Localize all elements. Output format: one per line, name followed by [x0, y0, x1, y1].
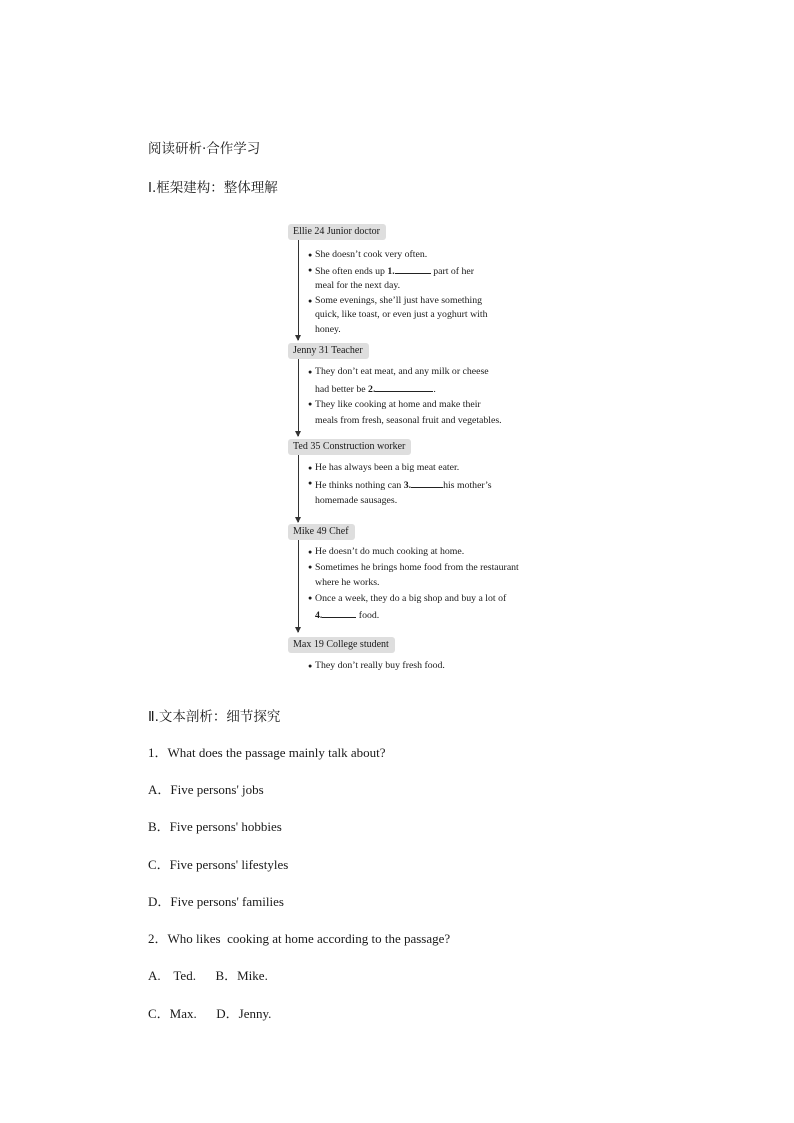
detail-line: ● Sometimes he brings home food from the restaurant	[308, 560, 519, 576]
detail-line: quick, like toast, or even just a yoghurt with	[315, 309, 488, 321]
page-heading: 阅读研析·合作学习	[148, 141, 261, 157]
detail-line: ● They don’t really buy fresh food.	[308, 659, 445, 674]
person-label-mike: Mike 49 Chef	[288, 524, 355, 540]
detail-line: ● She often ends up 1. part of her	[308, 263, 488, 280]
detail-line: had better be 2. .	[308, 380, 502, 398]
detail-line: ● He thinks nothing can 3. his mother’s	[308, 476, 492, 494]
person-details-ted	[308, 461, 492, 509]
person-details-jenny	[308, 365, 502, 428]
person-details-max	[308, 659, 445, 674]
question-2-options-cd: C．Max. D．Jenny.	[148, 1006, 272, 1021]
flow-arrow	[298, 454, 299, 522]
person-label-max: Max 19 College student	[288, 637, 395, 653]
question-1: 1．What does the passage mainly talk about?	[148, 745, 386, 760]
blank-number: 4.	[315, 610, 323, 622]
detail-line: homemade sausages.	[315, 495, 398, 507]
section1-heading: Ⅰ.框架建构：整体理解	[148, 180, 278, 196]
answer-blank-3	[411, 477, 443, 488]
answer-blank-1	[395, 263, 431, 274]
detail-line: honey.	[315, 323, 341, 335]
question-1-option-c: C．Five persons' lifestyles	[148, 857, 289, 872]
flow-arrow	[298, 358, 299, 436]
question-1-option-a: A．Five persons' jobs	[148, 782, 264, 797]
question-2: 2．Who likes cooking at home according to the passage?	[148, 931, 451, 946]
detail-line: meal for the next day.	[315, 280, 401, 292]
person-label-ellie: Ellie 24 Junior doctor	[288, 224, 386, 240]
flow-arrow	[298, 239, 299, 340]
person-details-ellie	[308, 248, 488, 338]
person-label-ted: Ted 35 Construction worker	[288, 439, 411, 455]
blank-number: 3.	[403, 479, 412, 491]
detail-line: meals from fresh, seasonal fruit and vegetables.	[315, 414, 502, 426]
detail-line: ● He doesn’t do much cooking at home.	[308, 545, 519, 560]
blank-number: 1.	[387, 265, 395, 277]
structure-diagram	[288, 222, 548, 682]
person-details-mike	[308, 545, 519, 624]
detail-line: ● Some evenings, she’ll just have something	[308, 294, 488, 309]
detail-line: ● He has always been a big meat eater.	[308, 461, 492, 476]
detail-line: where he works.	[315, 577, 380, 589]
question-1-option-b: B．Five persons' hobbies	[148, 819, 282, 834]
detail-line: ● They like cooking at home and make their	[308, 397, 502, 413]
person-label-jenny: Jenny 31 Teacher	[288, 343, 369, 359]
question-2-options-ab: A. Ted. B．Mike.	[148, 968, 268, 983]
question-1-option-d: D．Five persons' families	[148, 894, 284, 909]
detail-line: 4. food.	[308, 606, 519, 624]
section2-heading: Ⅱ.文本剖析：细节探究	[148, 709, 281, 725]
answer-blank-4	[322, 607, 356, 618]
detail-line: ● Once a week, they do a big shop and buy a lot of	[308, 591, 519, 607]
detail-line: ● They don’t eat meat, and any milk or cheese	[308, 365, 502, 380]
flow-arrow	[298, 539, 299, 632]
answer-blank-2	[375, 381, 433, 392]
detail-line: ● She doesn’t cook very often.	[308, 248, 488, 263]
blank-number: 2.	[368, 383, 376, 395]
